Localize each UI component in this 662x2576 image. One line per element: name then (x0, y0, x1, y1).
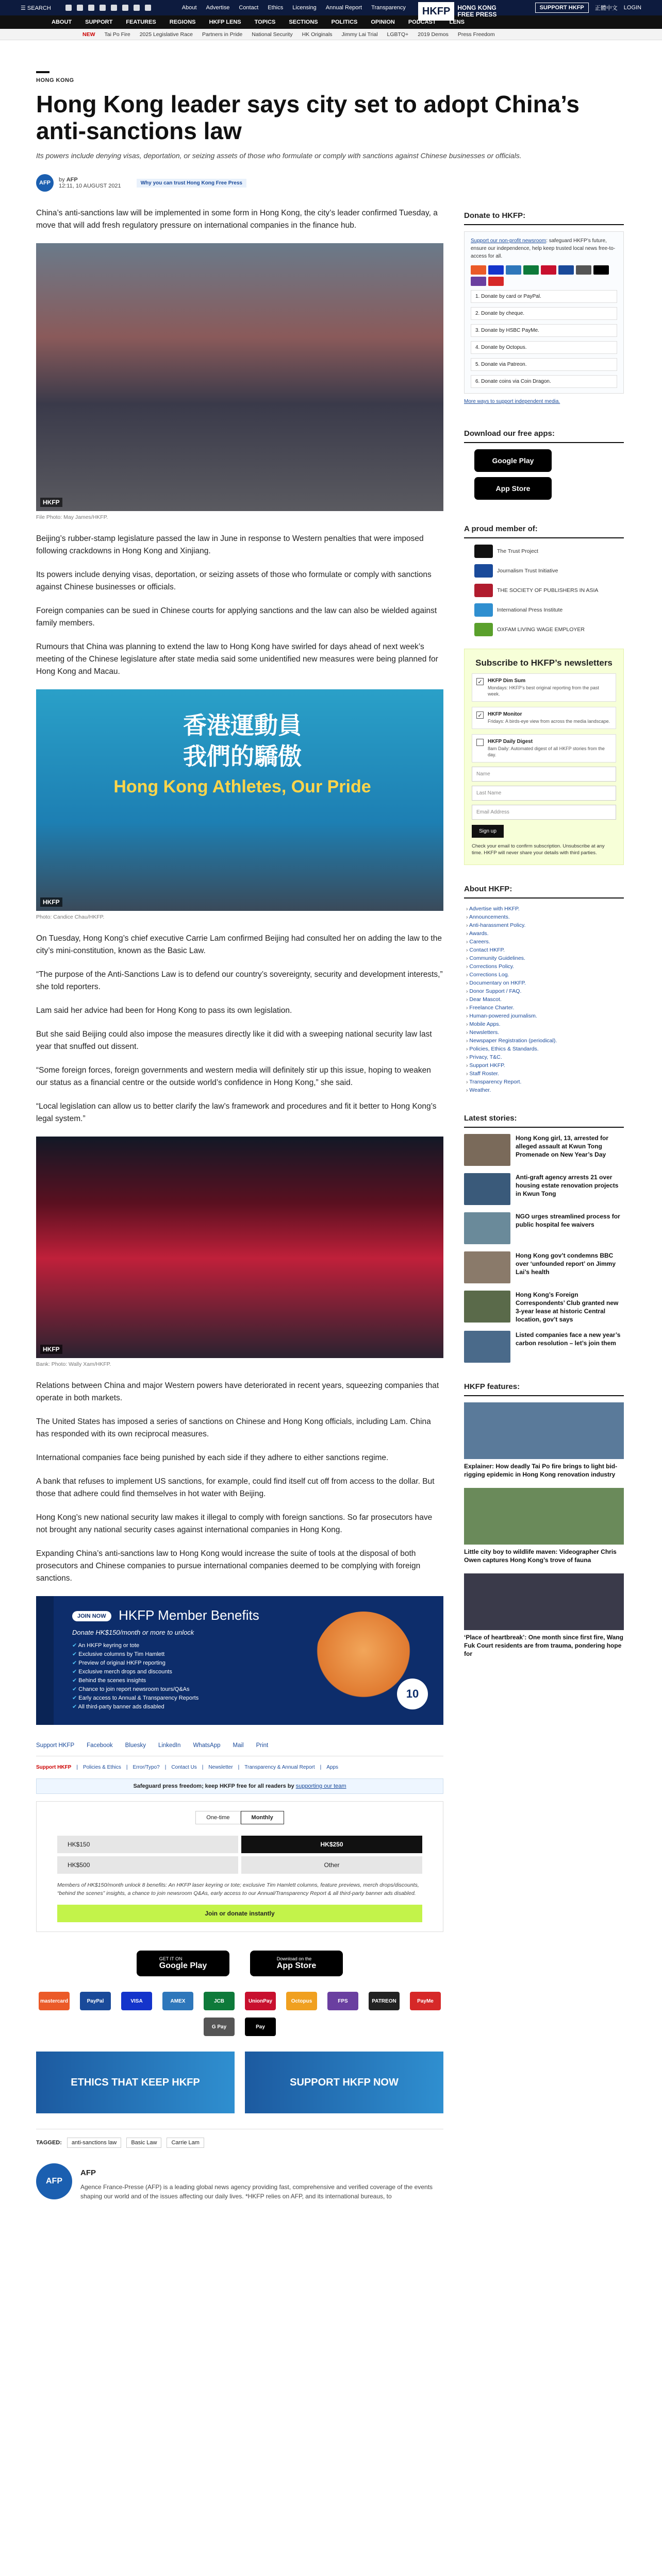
latest-story[interactable]: Hong Kong girl, 13, arrested for alleged assault at Kwun Tong Promenade on New Year’s Day (464, 1134, 624, 1166)
stage-banner: 香港運動員 我們的驕傲 Hong Kong Athletes, Our Pride (113, 712, 371, 796)
share-support-hkfp[interactable]: Support HKFP (36, 1742, 75, 1749)
feature-thumbnail[interactable] (464, 1488, 624, 1545)
about-link[interactable]: › Documentary on HKFP. (466, 979, 624, 987)
share-mail[interactable]: Mail (233, 1742, 244, 1749)
newsletter-option[interactable]: HKFP Daily Digest 8am Daily: Automated digest of all HKFP stories from the day. (472, 734, 616, 762)
paragraph: Hong Kong’s new national security law makes it illegal to comply with foreign sanctions. So far prosecutors have not brought any national security cases against international companies in Hong Kong. (36, 1513, 433, 1534)
octopus-icon[interactable]: Octopus (286, 1992, 317, 2010)
about-link[interactable]: › Donor Support / FAQ. (466, 987, 624, 995)
search-link[interactable]: ☰ SEARCH (21, 5, 51, 11)
checkbox-checked-icon[interactable]: ✓ (476, 711, 484, 719)
author-logo[interactable]: AFP (36, 2163, 72, 2199)
top-link-advertise[interactable]: Advertise (206, 5, 230, 11)
donation-note: Members of HK$150/month unlock 8 benefits: An HKFP laser keyring or tote; exclusive Tim Hamlett columns, feature previews, merch drops/discounts, “behind the scenes” insights, a chance to join newsroom Q&As, early access to our Annual/Transparency Report & all third-party banner ads disabled. (57, 1882, 419, 1896)
last-name-input[interactable]: Last Name (472, 786, 616, 801)
category-rule (36, 71, 49, 73)
donate-option[interactable]: 1. Donate by card or PayPal. (471, 290, 617, 303)
support-team-link[interactable]: supporting our team (295, 1783, 346, 1789)
latest-heading: Latest stories: (464, 1110, 624, 1128)
paragraph: But she said Beijing could also impose the measures directly like it did with a sweeping national security law last year that snuffed out dissent. (36, 1030, 432, 1051)
story-thumbnail[interactable] (464, 1331, 510, 1363)
donation-widget (36, 1801, 443, 1932)
trending-link[interactable]: HK Originals (302, 31, 333, 38)
feature-thumbnail[interactable] (464, 1402, 624, 1459)
about-link[interactable]: › Contact HKFP. (466, 946, 624, 954)
policy-link[interactable]: Transparency & Annual Report (244, 1765, 315, 1770)
latest-story[interactable]: Hong Kong’s Foreign Correspondents’ Club granted new 3-year lease at historic Central location, gov’t says (464, 1291, 624, 1324)
trust-project-logo (474, 545, 493, 558)
about-link[interactable]: › Support HKFP. (466, 1061, 624, 1070)
story-thumbnail[interactable] (464, 1173, 510, 1205)
signup-button[interactable]: Sign up (472, 825, 504, 838)
youtube-icon[interactable] (111, 5, 117, 11)
payment-methods (36, 1992, 443, 2036)
policy-link[interactable]: Policies & Ethics (82, 1765, 121, 1770)
share-bar (36, 1742, 443, 1756)
story-thumbnail[interactable] (464, 1212, 510, 1244)
anniversary-badge: 10 (397, 1679, 428, 1709)
about-link[interactable]: › Awards. (466, 929, 624, 938)
share-bluesky[interactable]: Bluesky (125, 1742, 146, 1749)
paragraph: “Some foreign forces, foreign governments and western media will definitely stir up this issue, hoping to weaken our status as a financial centre or the outside world’s confidence in Hong Kong,” she said. (36, 1066, 431, 1087)
facebook-icon[interactable] (77, 5, 83, 11)
monthly-option[interactable]: Monthly (241, 1811, 284, 1824)
donate-heading: Donate to HKFP: (464, 207, 624, 225)
author-avatar[interactable]: AFP (36, 174, 54, 192)
top-link-ethics[interactable]: Ethics (268, 5, 284, 11)
sidebar-google-play-button[interactable]: Google Play (474, 449, 552, 472)
about-link[interactable]: › Advertise with HKFP. (466, 905, 624, 913)
paypal-icon[interactable]: PayPal (80, 1992, 111, 2010)
story-thumbnail[interactable] (464, 1134, 510, 1166)
nav-lens[interactable]: LENS (449, 19, 465, 25)
jti-logo (474, 564, 493, 578)
tag-chip[interactable]: anti-sanctions law (67, 2138, 121, 2148)
policy-link[interactable]: Newsletter (208, 1765, 233, 1770)
member-heading: A proud member of: (464, 520, 624, 538)
google-pay-icon (576, 265, 591, 275)
benefit-item: ✔ Preview of original HKFP reporting (72, 1659, 428, 1668)
unionpay-icon[interactable]: UnionPay (245, 1992, 276, 2010)
nav-about[interactable]: ABOUT (52, 19, 72, 25)
byline (36, 174, 626, 192)
about-link[interactable]: › Corrections Policy. (466, 962, 624, 971)
visa-icon[interactable]: VISA (121, 1992, 152, 2010)
about-link[interactable]: › Freelance Charter. (466, 1004, 624, 1012)
newsletter-signup (464, 649, 624, 865)
protest-photo (36, 243, 443, 511)
nav-regions[interactable]: REGIONS (169, 19, 196, 25)
publish-date: 12:11, 10 AUGUST 2021 (59, 183, 121, 189)
paragraph: “Local legislation can allow us to better clarify the law’s framework and procedures and fit it better to Hong Kong’s legal system.” (36, 1102, 437, 1123)
author-name[interactable]: by AFP (59, 177, 78, 183)
trending-bar (0, 29, 662, 40)
paragraph: China’s anti-sanctions law will be implemented in some form in Hong Kong, the city’s leader confirmed Tuesday, a move that will add fresh regulatory pressure on international companies in the finance hub. (36, 209, 438, 230)
tag-chip[interactable]: Basic Law (126, 2138, 161, 2148)
about-link[interactable]: › Transparency Report. (466, 1078, 624, 1086)
nav-sections[interactable]: SECTIONS (289, 19, 318, 25)
share-facebook[interactable]: Facebook (87, 1742, 113, 1749)
author-box (36, 2163, 443, 2201)
visa-icon (488, 265, 504, 275)
trending-link[interactable]: LGBTQ+ (387, 31, 409, 38)
support-promo[interactable]: SUPPORT HKFP NOW (245, 2052, 443, 2113)
about-link[interactable]: › Anti-harassment Policy. (466, 921, 624, 929)
patreon-icon[interactable]: PATREON (369, 1992, 400, 2010)
trending-link[interactable]: 2025 Legislative Race (139, 31, 193, 38)
ipi-logo (474, 603, 493, 617)
share-linkedin[interactable]: LinkedIn (158, 1742, 181, 1749)
logo-text: HONG KONG FREE PRESS (457, 4, 497, 18)
about-link[interactable]: › Announcements. (466, 913, 624, 921)
tag-list (36, 2129, 443, 2148)
article-title: Hong Kong leader says city set to adopt China’s anti-sanctions law (36, 91, 580, 144)
newsletter-option[interactable]: ✓ HKFP Dim Sum Mondays: HKFP’s best original reporting from the past week. (472, 673, 616, 702)
search-icon: ☰ (21, 5, 27, 11)
paragraph: Relations between China and major Western powers have deteriorated in recent years, squeezing companies that operate in both markets. (36, 1381, 439, 1402)
paragraph: A bank that refuses to implement US sanctions, for example, could find itself cut off from access to the dollar. But those that adhere could find themselves in hot water with Beijing. (36, 1477, 435, 1498)
mastercard-icon[interactable]: mastercard (39, 1992, 70, 2010)
oxfam-logo (474, 623, 493, 636)
top-link-transparency[interactable]: Transparency (371, 5, 406, 11)
about-link[interactable]: › Newsletters. (466, 1028, 624, 1037)
author-box-name[interactable]: AFP (80, 2168, 96, 2177)
photo-watermark: HKFP (40, 498, 62, 507)
newsletter-option[interactable]: ✓ HKFP Monitor Fridays: A birds-eye view from across the media landscape. (472, 707, 616, 729)
trust-link[interactable]: Why you can trust Hong Kong Free Press (137, 179, 246, 188)
member-sopa[interactable]: THE SOCIETY OF PUBLISHERS IN ASIA (474, 584, 624, 597)
top-link-annual-report[interactable]: Annual Report (325, 5, 362, 11)
trending-link[interactable]: Press Freedom (457, 31, 495, 38)
policy-link[interactable]: Support HKFP (36, 1765, 72, 1770)
about-link[interactable]: › Weather. (466, 1086, 624, 1094)
paragraph: International companies face being punished by each side if they adhere to either sanctions regime. (36, 1453, 389, 1462)
amount-other[interactable]: Other (241, 1856, 422, 1874)
fps-icon (471, 277, 486, 286)
article-header (0, 40, 662, 192)
paragraph: Expanding China’s anti-sanctions law to Hong Kong would increase the suite of tools at the disposal of both prosecutors and Chinese companies to pursue international companies deemed to be complying with foreign sanctions. (36, 1549, 421, 1583)
article-body (36, 192, 443, 2201)
latest-story[interactable]: Listed companies face a new year’s carbon resolution – let’s join them (464, 1331, 624, 1363)
google-play-button[interactable]: GET IT ON Google Play (137, 1951, 229, 1976)
about-link[interactable]: › Privacy, T&C. (466, 1053, 624, 1061)
donate-option[interactable]: 3. Donate by HSBC PayMe. (471, 324, 617, 337)
features-heading: HKFP features: (464, 1378, 624, 1396)
amount-options (57, 1836, 422, 1874)
login-link[interactable]: LOGIN (623, 5, 641, 11)
paragraph: The United States has imposed a series of sanctions on Chinese and Hong Kong officials, including Lam. China has responded with its own reciprocal measures. (36, 1417, 431, 1438)
join-donate-button[interactable]: Join or donate instantly (57, 1905, 422, 1922)
photo-watermark: HKFP (40, 1345, 62, 1354)
linkedin-icon[interactable] (134, 5, 140, 11)
site-logo[interactable] (418, 0, 496, 21)
paragraph: “The purpose of the Anti-Sanctions Law is to defend our country’s sovereignty, security and development interests,” she told reporters. (36, 970, 443, 991)
apple-pay-icon (593, 265, 609, 275)
banner-side-tab (36, 1596, 54, 1725)
amex-icon (506, 265, 521, 275)
paragraph: Beijing’s rubber-stamp legislature passed the law in June in response to Western penalties that were imposed following crackdowns in Hong Kong and Xinjiang. (36, 534, 424, 555)
member-benefits-banner[interactable] (36, 1596, 443, 1725)
photo-caption: File Photo: May James/HKFP. (36, 514, 108, 520)
bank-building-photo (36, 1137, 443, 1358)
name-input[interactable]: Name (472, 767, 616, 782)
about-link[interactable]: › Dear Mascot. (466, 995, 624, 1004)
member-trust-project[interactable]: The Trust Project (474, 545, 624, 558)
about-link[interactable]: › Newspaper Registration (periodical). (466, 1037, 624, 1045)
nav-opinion[interactable]: OPINION (371, 19, 395, 25)
amount-500[interactable]: HK$500 (57, 1856, 238, 1874)
trending-link[interactable]: Tai Po Fire (104, 31, 130, 38)
benefit-item: ✔ Exclusive merch drops and discounts (72, 1668, 428, 1676)
nav-topics[interactable]: TOPICS (254, 19, 276, 25)
sidebar-app-store-button[interactable]: App Store (474, 477, 552, 500)
sopa-logo (474, 584, 493, 597)
tagged-label: TAGGED: (36, 2140, 62, 2146)
author-bio: Agence France-Presse (AFP) is a leading global news agency providing fast, comprehensive and verified coverage of the events shaping our world and of the issues affecting our daily lives. *HKFP relies on AFP, and its international bureaus, to (80, 2183, 433, 2200)
card-logos (471, 265, 617, 286)
ethics-promo[interactable]: ETHICS THAT KEEP HKFP (36, 2052, 235, 2113)
sidebar (464, 192, 624, 2201)
paragraph: On Tuesday, Hong Kong’s chief executive Carrie Lam confirmed Beijing had consulted her on adding the law to the city’s mini-constitution, known as the Basic Law. (36, 934, 442, 955)
nav-features[interactable]: FEATURES (126, 19, 156, 25)
donate-option[interactable]: 6. Donate coins via Coin Dragon. (471, 375, 617, 388)
benefit-item: ✔ All third-party banner ads disabled (72, 1703, 428, 1711)
member-oxfam[interactable]: OXFAM LIVING WAGE EMPLOYER (474, 623, 624, 636)
top-link-licensing[interactable]: Licensing (292, 5, 317, 11)
benefit-item: ✔ Behind the scenes insights (72, 1676, 428, 1685)
trending-link[interactable]: National Security (252, 31, 293, 38)
about-link[interactable]: › Community Guidelines. (466, 954, 624, 962)
policy-links: Support HKFP | Policies & Ethics | Error/Typo? | Contact Us | Newsletter | Transparency & Annual Report | Apps (36, 1765, 339, 1770)
about-link[interactable]: › Staff Roster. (466, 1070, 624, 1078)
about-link[interactable]: › Careers. (466, 938, 624, 946)
paragraph: Its powers include denying visas, deportation, or seizing assets of those who formulate or comply with sanctions against Chinese businesses or officials. (36, 570, 432, 591)
member-jti[interactable]: Journalism Trust Initiative (474, 564, 624, 578)
top-link-about[interactable]: About (181, 5, 197, 11)
join-now-badge[interactable]: JOIN NOW (72, 1611, 111, 1621)
feature-story[interactable]: ‘Place of heartbreak’: One month since first fire, Wang Fuk Court residents are from trauma, pondering hope for (464, 1573, 624, 1658)
apps-heading: Download our free apps: (464, 425, 624, 443)
app-store-buttons (36, 1951, 443, 1976)
story-thumbnail[interactable] (464, 1291, 510, 1323)
amount-250[interactable]: HK$250 (241, 1836, 422, 1853)
nav-support[interactable]: SUPPORT (85, 19, 113, 25)
payme-icon (488, 277, 504, 286)
apple-pay-icon[interactable]: Pay (245, 2018, 276, 2036)
photo-caption: Bank: Photo: Wally Xam/HKFP. (36, 1361, 111, 1367)
member-ipi[interactable]: International Press Institute (474, 603, 624, 617)
share-whatsapp[interactable]: WhatsApp (193, 1742, 221, 1749)
newsletter-fine-print: Check your email to confirm subscription. Unsubscribe at any time. HKFP will never share your details with third parties. (472, 843, 605, 856)
jcb-icon[interactable]: JCB (204, 1992, 235, 2010)
article-category[interactable]: HONG KONG (36, 77, 74, 83)
about-link[interactable]: › Corrections Log. (466, 971, 624, 979)
checkbox-icon[interactable] (476, 739, 484, 746)
checkbox-checked-icon[interactable]: ✓ (476, 678, 484, 685)
share-print[interactable]: Print (256, 1742, 269, 1749)
donate-intro: Support our non-profit newsroom: safeguard HKFP’s future, ensure our independence, help keep trusted local news free-to-access for all. (471, 238, 616, 259)
social-icons (65, 5, 151, 11)
new-label: NEW (82, 31, 95, 38)
latest-story[interactable]: Hong Kong gov’t condemns BBC over ‘unfounded report’ on Jimmy Lai’s health (464, 1251, 624, 1283)
about-link[interactable]: › Mobile Apps. (466, 1020, 624, 1028)
trending-link[interactable]: 2019 Demos (418, 31, 449, 38)
safeguard-banner: Safeguard press freedom; keep HKFP free for all readers by supporting our team (36, 1778, 443, 1794)
trending-link[interactable]: Partners in Pride (202, 31, 243, 38)
about-heading: About HKFP: (464, 880, 624, 899)
language-link[interactable]: 正體中文 (594, 5, 618, 11)
benefit-item: ✔ Chance to join report newsroom tours/Q&As (72, 1685, 428, 1694)
press-conference-photo (36, 689, 443, 911)
latest-story[interactable]: Anti-graft agency arrests 21 over housing estate renovation projects in Kwun Tong (464, 1173, 624, 1205)
nav-hkfp-lens[interactable]: HKFP LENS (209, 19, 241, 25)
twitter-icon[interactable] (65, 5, 72, 11)
trending-link[interactable]: Jimmy Lai Trial (341, 31, 378, 38)
top-links (182, 5, 406, 11)
payme-icon[interactable]: PayMe (410, 1992, 441, 2010)
one-time-option[interactable]: One-time (195, 1811, 240, 1824)
more-support-link[interactable]: More ways to support independent media. (464, 399, 560, 404)
about-link[interactable]: › Human-powered journalism. (466, 1012, 624, 1020)
donate-option[interactable]: 2. Donate by cheque. (471, 307, 617, 320)
latest-story[interactable]: NGO urges streamlined process for public hospital fee waivers (464, 1212, 624, 1244)
fps-icon[interactable]: FPS (327, 1992, 358, 2010)
benefit-item: ✔ An HKFP keyring or tote (72, 1641, 428, 1650)
frequency-toggle (57, 1811, 422, 1824)
policy-link[interactable]: Apps (326, 1765, 339, 1770)
feature-story[interactable]: Explainer: How deadly Tai Po fire brings to light bid-rigging epidemic in Hong Kong renovation industry (464, 1402, 624, 1479)
paypal-icon (558, 265, 574, 275)
about-links (464, 905, 624, 1094)
policy-link[interactable]: Contact Us (171, 1765, 197, 1770)
top-bar (0, 0, 662, 18)
paragraph: Foreign companies can be sued in Chinese courts for applying sanctions and the law can also be wielded against family members. (36, 606, 437, 628)
benefits-donate-text: Donate HK$150/month or more to unlock (72, 1629, 194, 1636)
benefit-item: ✔ Early access to Annual & Transparency Reports (72, 1694, 428, 1703)
logo-mark: HKFP (418, 2, 454, 21)
paragraph: Rumours that China was planning to extend the law to Hong Kong have swirled for days ahead of next week’s meeting of the Chinese legislature after state media said some unidentified new measures were being planned for Hong Kong and Macau. (36, 642, 438, 676)
mail-icon[interactable] (145, 5, 151, 11)
benefit-item: ✔ Exclusive columns by Tim Hamlett (72, 1650, 428, 1659)
paragraph: Lam said her advice had been for Hong Kong to pass its own legislation. (36, 1006, 292, 1015)
policy-link[interactable]: Error/Typo? (133, 1765, 160, 1770)
donate-panel (464, 231, 624, 394)
donate-option[interactable]: 4. Donate by Octopus. (471, 341, 617, 354)
jcb-icon (523, 265, 539, 275)
instagram-icon[interactable] (88, 5, 94, 11)
support-button[interactable]: SUPPORT HKFP (535, 3, 589, 13)
feature-story[interactable]: Little city boy to wildlife maven: Videographer Chris Owen captures Hong Kong’s trove of fauna (464, 1488, 624, 1564)
feature-thumbnail[interactable] (464, 1573, 624, 1630)
google-pay-icon[interactable]: G Pay (204, 2018, 235, 2036)
donate-option[interactable]: 5. Donate via Patreon. (471, 358, 617, 371)
nav-podcast[interactable]: PODCAST (408, 19, 436, 25)
benefits-title: HKFP Member Benefits (119, 1607, 259, 1623)
about-link[interactable]: › Policies, Ethics & Standards. (466, 1045, 624, 1053)
nav-politics[interactable]: POLITICS (331, 19, 358, 25)
whatsapp-icon[interactable] (122, 5, 128, 11)
article-subtitle: Its powers include denying visas, deportation, or seizing assets of those who formulate or comply with sanctions against Chinese businesses or officials. (36, 151, 522, 160)
threads-icon[interactable] (100, 5, 106, 11)
app-store-button[interactable]: Download on the App Store (250, 1951, 343, 1976)
story-thumbnail[interactable] (464, 1251, 510, 1283)
tag-chip[interactable]: Carrie Lam (167, 2138, 204, 2148)
promo-banners (36, 2052, 443, 2113)
newsletter-title: Subscribe to HKFP’s newsletters (475, 658, 613, 668)
mastercard-icon (471, 265, 486, 275)
email-input[interactable]: Email Address (472, 805, 616, 820)
amex-icon[interactable]: AMEX (162, 1992, 193, 2010)
photo-watermark: HKFP (40, 897, 62, 907)
main-nav (0, 15, 662, 29)
unionpay-icon (541, 265, 556, 275)
photo-caption: Photo: Candice Chau/HKFP. (36, 914, 105, 920)
top-link-contact[interactable]: Contact (239, 5, 259, 11)
amount-150[interactable]: HK$150 (57, 1836, 238, 1853)
